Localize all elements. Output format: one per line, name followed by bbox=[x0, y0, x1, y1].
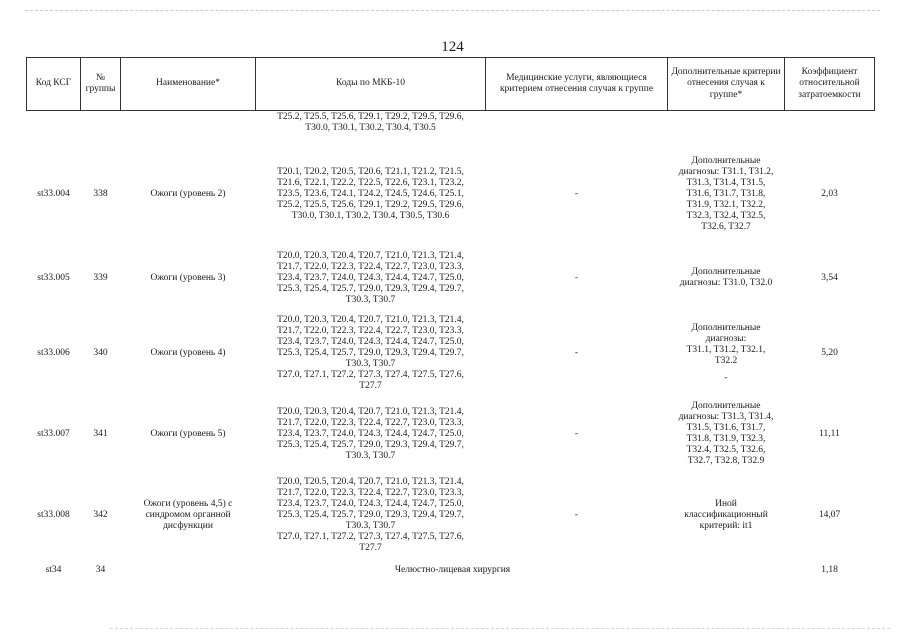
code-line: T21.7, T22.0, T22.3, T22.4, T22.7, T23.0, T23.3, bbox=[277, 417, 464, 428]
code-line: T20.0, T20.5, T20.4, T20.7, T21.0, T21.3, T21.4, bbox=[277, 476, 464, 487]
group-number: 34 bbox=[95, 564, 106, 575]
med-service: - bbox=[574, 428, 579, 439]
header-coefficient: Коэффициент относительной затратоемкости bbox=[785, 58, 875, 111]
criteria-line: T31.3, T31.4, T31.5, bbox=[686, 177, 766, 188]
header-name: Наименование* bbox=[121, 58, 256, 111]
criteria-line: - bbox=[724, 372, 728, 383]
group-number: 340 bbox=[93, 347, 108, 358]
mkb-codes bbox=[256, 308, 486, 398]
code-line: T21.6, T22.1, T22.2, T22.5, T22.6, T23.1, T23.2, bbox=[277, 177, 464, 188]
extra-criteria bbox=[668, 140, 785, 248]
med-service: - bbox=[574, 272, 579, 283]
extra-criteria bbox=[668, 308, 785, 398]
criteria-line: T32.2 bbox=[714, 355, 738, 366]
med-service: - bbox=[574, 347, 579, 358]
code-line: T30.0, T30.1, T30.2, T30.4, T30.5 bbox=[305, 123, 436, 133]
code-line: T23.4, T23.7, T24.0, T24.3, T24.4, T24.7, T25.0, bbox=[277, 498, 464, 509]
group-name: Ожоги (уровень 4,5) с синдромом органной дисфункции bbox=[143, 498, 233, 531]
code-line: T25.3, T25.4, T25.7, T29.0, T29.3, T29.4, T29.7, bbox=[277, 509, 464, 520]
code-line: T30.3, T30.7 bbox=[345, 294, 396, 305]
criteria-line: диагнозы: T31.0, T32.0 bbox=[679, 278, 773, 288]
group-name: Ожоги (уровень 4) bbox=[150, 347, 226, 358]
mkb-codes bbox=[256, 140, 486, 248]
coefficient: 3,54 bbox=[821, 272, 838, 283]
criteria-line: Дополнительные bbox=[691, 322, 761, 333]
criteria-line: T31.8, T31.9, T32.3, bbox=[686, 434, 766, 444]
table-row-section bbox=[27, 560, 875, 580]
med-service: - bbox=[574, 509, 579, 520]
code-line: T20.0, T20.3, T20.4, T20.7, T21.0, T21.3, T21.4, bbox=[277, 406, 464, 417]
code-line: T23.4, T23.7, T24.0, T24.3, T24.4, T24.7, T25.0, bbox=[277, 428, 464, 439]
code-line: T25.3, T25.4, T25.7, T29.0, T29.3, T29.4, T29.7, bbox=[277, 347, 464, 358]
group-number: 341 bbox=[93, 428, 108, 439]
header-mkb-codes: Коды по МКБ-10 bbox=[256, 58, 486, 111]
coefficient: 1,18 bbox=[821, 564, 838, 575]
table-row-continuation bbox=[27, 111, 875, 141]
table-row bbox=[27, 248, 875, 308]
group-name: Ожоги (уровень 5) bbox=[150, 428, 226, 439]
group-number: 338 bbox=[93, 188, 108, 199]
code-line: T21.7, T22.0, T22.3, T22.4, T22.7, T23.0, T23.3, bbox=[277, 261, 464, 272]
code-line: T25.3, T25.4, T25.7, T29.0, T29.3, T29.4, T29.7, bbox=[277, 283, 464, 294]
criteria-line: диагнозы: T31.1, T31.2, bbox=[678, 166, 774, 177]
code-line: T25.2, T25.5, T25.6, T29.1, T29.2, T29.5, T29.6, bbox=[277, 199, 464, 210]
code-line: T30.3, T30.7 bbox=[345, 450, 396, 461]
criteria-line: T32.6, T32.7 bbox=[701, 221, 751, 232]
code-line: T30.0, T30.1, T30.2, T30.4, T30.5, T30.6 bbox=[291, 210, 450, 221]
header-ksg-code: Код КСГ bbox=[27, 58, 81, 111]
criteria-line: Дополнительные bbox=[691, 155, 761, 166]
criteria-line: классификационный bbox=[684, 509, 768, 520]
table-row bbox=[27, 308, 875, 398]
table-row bbox=[27, 140, 875, 248]
scan-artifact-bottom bbox=[110, 628, 890, 629]
ksg-table bbox=[26, 57, 875, 580]
header-extra-criteria: Дополнительные критерии отнесения случая к группе* bbox=[668, 58, 785, 111]
med-service: - bbox=[574, 188, 579, 199]
criteria-line: T32.4, T32.5, T32.6, bbox=[686, 445, 766, 455]
criteria-line: Дополнительные bbox=[691, 267, 761, 277]
table-header-row bbox=[27, 58, 875, 111]
code-line: T27.7 bbox=[359, 542, 382, 553]
group-name: Ожоги (уровень 3) bbox=[150, 272, 226, 283]
page-number: 124 bbox=[441, 39, 464, 55]
criteria-line: T31.1, T31.2, T32.1, bbox=[686, 344, 766, 355]
mkb-codes bbox=[256, 248, 486, 308]
table-row bbox=[27, 398, 875, 470]
table-row bbox=[27, 470, 875, 560]
mkb-codes bbox=[256, 398, 486, 470]
code-line: T27.7 bbox=[359, 380, 382, 391]
code-line: T20.0, T20.3, T20.4, T20.7, T21.0, T21.3, T21.4, bbox=[277, 250, 464, 261]
code-line: T30.3, T30.7 bbox=[345, 520, 396, 531]
extra-criteria bbox=[668, 248, 785, 308]
criteria-line: T31.5, T31.6, T31.7, bbox=[686, 423, 766, 433]
scan-artifact-top bbox=[25, 10, 880, 11]
code-line: T21.7, T22.0, T22.3, T22.4, T22.7, T23.0, T23.3, bbox=[277, 487, 464, 498]
mkb-codes bbox=[256, 470, 486, 560]
code-line: T20.0, T20.3, T20.4, T20.7, T21.0, T21.3, T21.4, bbox=[277, 314, 464, 325]
criteria-line: T31.9, T32.1, T32.2, bbox=[686, 199, 766, 210]
continuation-codes bbox=[256, 111, 486, 141]
header-group-no: № группы bbox=[81, 58, 121, 111]
code-line: T27.0, T27.1, T27.2, T27.3, T27.4, T27.5, T27.6, bbox=[277, 531, 464, 542]
criteria-line: T32.3, T32.4, T32.5, bbox=[686, 210, 766, 221]
extra-criteria bbox=[668, 398, 785, 470]
coefficient: 5,20 bbox=[821, 347, 838, 358]
criteria-line: Иной bbox=[715, 498, 737, 509]
coefficient: 2,03 bbox=[821, 188, 838, 199]
code-line: T27.0, T27.1, T27.2, T27.3, T27.4, T27.5, T27.6, bbox=[277, 369, 464, 380]
group-number: 339 bbox=[93, 272, 108, 283]
section-title: Челюстно-лицевая хирургия bbox=[394, 564, 511, 575]
coefficient: 14,07 bbox=[818, 509, 841, 520]
ksg-code: st33.005 bbox=[37, 272, 70, 283]
code-line: T30.3, T30.7 bbox=[345, 358, 396, 369]
ksg-code: st34 bbox=[45, 564, 62, 575]
code-line: T21.7, T22.0, T22.3, T22.4, T22.7, T23.0, T23.3, bbox=[277, 325, 464, 336]
code-line: T23.4, T23.7, T24.0, T24.3, T24.4, T24.7, T25.0, bbox=[277, 336, 464, 347]
ksg-code: st33.006 bbox=[37, 347, 70, 358]
criteria-line: диагнозы: T31.3, T31.4, bbox=[678, 412, 774, 422]
code-line: T25.2, T25.5, T25.6, T29.1, T29.2, T29.5, T29.6, bbox=[277, 112, 464, 122]
header-med-services: Медицинские услуги, являющиеся критерием отнесения случая к группе bbox=[486, 58, 668, 111]
group-number: 342 bbox=[93, 509, 108, 520]
criteria-line: диагнозы: bbox=[705, 333, 747, 344]
code-line: T23.4, T23.7, T24.0, T24.3, T24.4, T24.7, T25.0, bbox=[277, 272, 464, 283]
code-line: T23.5, T23.6, T24.1, T24.2, T24.5, T24.6, T25.1, bbox=[277, 188, 464, 199]
criteria-line: Дополнительные bbox=[691, 401, 761, 411]
ksg-code: st33.007 bbox=[37, 428, 70, 439]
code-line: T25.3, T25.4, T25.7, T29.0, T29.3, T29.4, T29.7, bbox=[277, 439, 464, 450]
criteria-line: T31.6, T31.7, T31.8, bbox=[686, 188, 766, 199]
ksg-code: st33.004 bbox=[37, 188, 70, 199]
criteria-line: критерий: it1 bbox=[699, 520, 753, 531]
criteria-line: T32.7, T32.8, T32.9 bbox=[687, 456, 765, 466]
coefficient: 11,11 bbox=[819, 428, 840, 439]
code-line: T20.1, T20.2, T20.5, T20.6, T21.1, T21.2, T21.5, bbox=[277, 166, 464, 177]
group-name: Ожоги (уровень 2) bbox=[150, 188, 226, 199]
extra-criteria bbox=[668, 470, 785, 560]
ksg-code: st33.008 bbox=[37, 509, 70, 520]
